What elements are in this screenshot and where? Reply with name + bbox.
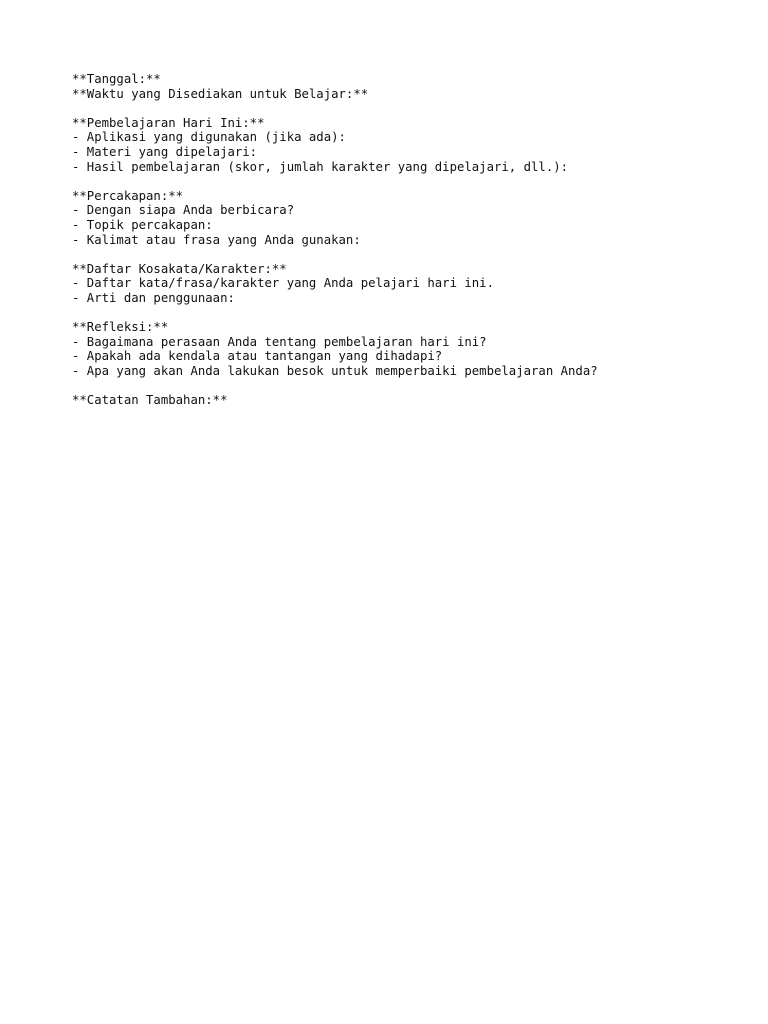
list-item: - Aplikasi yang digunakan (jika ada): xyxy=(72,130,346,145)
heading-study-time: **Waktu yang Disediakan untuk Belajar:** xyxy=(72,86,369,101)
heading-today-learning: **Pembelajaran Hari Ini:** xyxy=(72,115,265,130)
section-vocabulary xyxy=(72,262,712,306)
list-item: - Kalimat atau frasa yang Anda gunakan: xyxy=(72,232,361,247)
section-today-learning xyxy=(72,116,712,174)
list-item: - Materi yang dipelajari: xyxy=(72,144,258,159)
list-item: - Hasil pembelajaran (skor, jumlah karakter yang dipelajari, dll.): xyxy=(72,159,569,174)
section-additional-notes xyxy=(72,393,712,408)
list-item: - Apakah ada kendala atau tantangan yang dihadapi? xyxy=(72,349,443,364)
section-conversation xyxy=(72,189,712,247)
section-date-time xyxy=(72,72,712,101)
section-reflection xyxy=(72,320,712,378)
list-item: - Dengan siapa Anda berbicara? xyxy=(72,203,295,218)
list-item: - Arti dan penggunaan: xyxy=(72,290,235,305)
list-item: - Daftar kata/frasa/karakter yang Anda pelajari hari ini. xyxy=(72,276,494,291)
list-item: - Apa yang akan Anda lakukan besok untuk memperbaiki pembelajaran Anda? xyxy=(72,363,598,378)
heading-reflection: **Refleksi:** xyxy=(72,320,169,335)
list-item: - Topik percakapan: xyxy=(72,217,213,232)
heading-conversation: **Percakapan:** xyxy=(72,188,184,203)
heading-date: **Tanggal:** xyxy=(72,72,161,86)
heading-vocabulary: **Daftar Kosakata/Karakter:** xyxy=(72,261,287,276)
list-item: - Bagaimana perasaan Anda tentang pembelajaran hari ini? xyxy=(72,334,487,349)
heading-additional-notes: **Catatan Tambahan:** xyxy=(72,393,228,408)
document-body xyxy=(72,72,712,422)
